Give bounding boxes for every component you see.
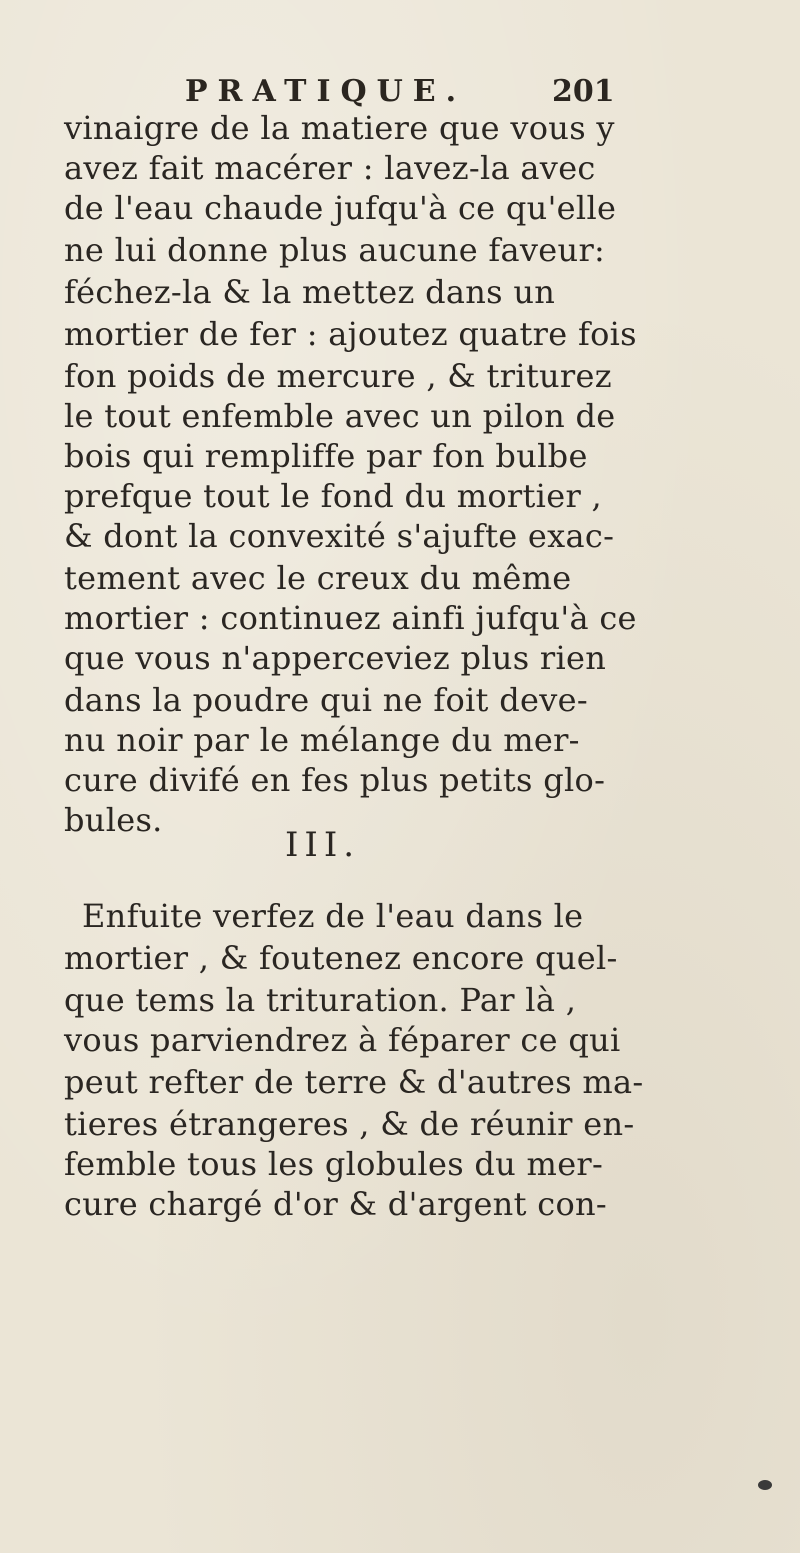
text-line: avez fait macérer : lavez-la avec bbox=[64, 149, 596, 187]
text-line: & dont la convexité s'ajufte exac- bbox=[64, 517, 615, 555]
text-line: vinaigre de la matiere que vous y bbox=[64, 109, 615, 147]
text-line: prefque tout le fond du mortier , bbox=[64, 477, 602, 515]
text-line: mortier de fer : ajoutez quatre fois bbox=[64, 315, 637, 353]
text-line: mortier : continuez ainfi jufqu'à ce bbox=[64, 599, 637, 637]
text-line: peut refter de terre & d'autres ma- bbox=[64, 1063, 644, 1101]
section-heading: III. bbox=[285, 825, 361, 865]
text-line: mortier , & foutenez encore quel- bbox=[64, 939, 618, 977]
text-line: de l'eau chaude jufqu'à ce qu'elle bbox=[64, 189, 617, 227]
text-line: que tems la trituration. Par là , bbox=[64, 981, 577, 1019]
text-line: vous parviendrez à féparer ce qui bbox=[64, 1021, 621, 1059]
text-line: femble tous les globules du mer- bbox=[64, 1145, 604, 1183]
text-line: ne lui donne plus aucune faveur: bbox=[64, 231, 606, 269]
text-line: fon poids de mercure , & triturez bbox=[64, 357, 612, 395]
text-line: féchez-la & la mettez dans un bbox=[64, 273, 556, 311]
text-line: bules. bbox=[64, 801, 163, 839]
text-line: Enfuite verfez de l'eau dans le bbox=[82, 897, 584, 935]
running-head: PRATIQUE. bbox=[185, 74, 467, 109]
page-number: 201 bbox=[552, 74, 615, 109]
text-line: tieres étrangeres , & de réunir en- bbox=[64, 1105, 635, 1143]
text-line: cure divifé en fes plus petits glo- bbox=[64, 761, 606, 799]
text-line: le tout enfemble avec un pilon de bbox=[64, 397, 616, 435]
text-line: bois qui rempliffe par fon bulbe bbox=[64, 437, 588, 475]
text-line: nu noir par le mélange du mer- bbox=[64, 721, 580, 759]
ink-blot bbox=[758, 1480, 772, 1490]
text-line: cure chargé d'or & d'argent con- bbox=[64, 1185, 608, 1223]
text-line: tement avec le creux du même bbox=[64, 559, 572, 597]
text-line: que vous n'apperceviez plus rien bbox=[64, 639, 607, 677]
text-line: dans la poudre qui ne foit deve- bbox=[64, 681, 588, 719]
